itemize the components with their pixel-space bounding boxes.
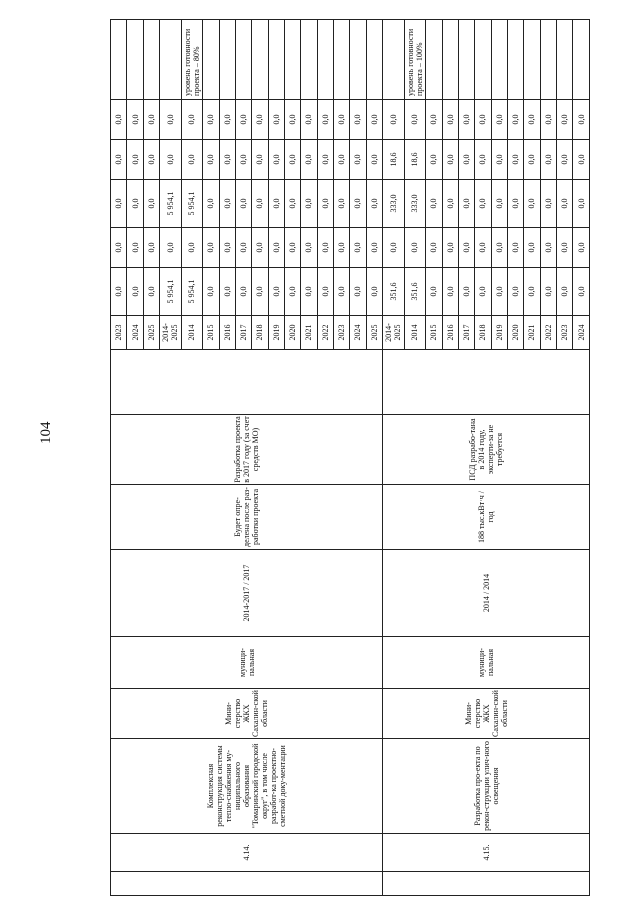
note-cell: [491, 20, 507, 100]
cell-mb: 0,0: [284, 140, 300, 180]
cell-total: 0,0: [366, 268, 382, 316]
page-number: 104: [38, 421, 54, 444]
note-cell: [235, 20, 251, 100]
cell-year: 2019: [268, 316, 284, 350]
cell-ob: 0,0: [556, 180, 572, 228]
cell-total: 0,0: [507, 268, 523, 316]
cell-total: 0,0: [284, 268, 300, 316]
cell-mb: 0,0: [127, 140, 143, 180]
cell-year: 2024: [350, 316, 366, 350]
cell-total: 0,0: [317, 268, 333, 316]
cell-year: 2020: [507, 316, 523, 350]
cell-year: 2015: [426, 316, 442, 350]
cell-vb: 0,0: [160, 100, 182, 140]
cell-mb: 0,0: [556, 140, 572, 180]
note-cell: [475, 20, 491, 100]
cell-fb: 0,0: [507, 228, 523, 268]
cell-year: 2015: [203, 316, 219, 350]
cell-mb: 0,0: [524, 140, 540, 180]
cell-ob: 0,0: [235, 180, 251, 228]
note-cell: [573, 20, 590, 100]
cell-vb: 0,0: [111, 100, 127, 140]
cell-ob: 0,0: [268, 180, 284, 228]
cell-mb: 0,0: [301, 140, 317, 180]
cell-fb: 0,0: [127, 228, 143, 268]
item-status: Разработка проекта в 2017 году (за счет средств МО): [111, 415, 383, 485]
cell-total: 0,0: [556, 268, 572, 316]
cell-fb: 0,0: [458, 228, 474, 268]
cell-vb: 0,0: [507, 100, 523, 140]
cell-ob: 0,0: [458, 180, 474, 228]
cell-year: 2017: [458, 316, 474, 350]
cell-total: 0,0: [252, 268, 268, 316]
cell-ob: 0,0: [252, 180, 268, 228]
cell-total: 5 954,1: [181, 268, 203, 316]
cell-vb: 0,0: [143, 100, 159, 140]
cell-ob: 0,0: [111, 180, 127, 228]
cell-vb: 0,0: [540, 100, 556, 140]
cell-ob: 333,0: [383, 180, 405, 228]
cell-total: 0,0: [219, 268, 235, 316]
cell-total: 351,6: [404, 268, 426, 316]
cell-total: 0,0: [301, 268, 317, 316]
cell-mb: 0,0: [111, 140, 127, 180]
cell-fb: 0,0: [111, 228, 127, 268]
cell-fb: 0,0: [475, 228, 491, 268]
cell-vb: 0,0: [573, 100, 590, 140]
item-ownership: муници-пальная: [383, 637, 590, 689]
item-executor: Мини-стерство ЖКХ Сахалин-ской области: [111, 689, 383, 739]
cell-mb: 0,0: [235, 140, 251, 180]
item-number: 4.15.: [383, 834, 590, 872]
cell-fb: 0,0: [573, 228, 590, 268]
cell-mb: 0,0: [143, 140, 159, 180]
cell-vb: 0,0: [383, 100, 405, 140]
note-cell: [366, 20, 382, 100]
note-cell: [301, 20, 317, 100]
cell-ob: 333,0: [404, 180, 426, 228]
cell-ob: 0,0: [475, 180, 491, 228]
cell-total: 0,0: [458, 268, 474, 316]
cell-vb: 0,0: [268, 100, 284, 140]
blank-cell: [111, 350, 383, 415]
cell-fb: 0,0: [160, 228, 182, 268]
cell-fb: 0,0: [219, 228, 235, 268]
item-period: 2014-2017 / 2017: [111, 550, 383, 637]
cell-year: 2017: [235, 316, 251, 350]
cell-fb: 0,0: [404, 228, 426, 268]
cell-year: 2025: [143, 316, 159, 350]
cell-fb: 0,0: [366, 228, 382, 268]
cell-vb: 0,0: [475, 100, 491, 140]
note-cell: уровень готовности проекта – 100%: [404, 20, 426, 100]
note-cell: [160, 20, 182, 100]
cell-year: 2016: [219, 316, 235, 350]
cell-vb: 0,0: [556, 100, 572, 140]
cell-mb: 0,0: [268, 140, 284, 180]
cell-total: 0,0: [333, 268, 349, 316]
note-cell: [556, 20, 572, 100]
cell-total: 351,6: [383, 268, 405, 316]
rotated-table-wrapper: [110, 20, 590, 896]
note-cell: [317, 20, 333, 100]
note-cell: [143, 20, 159, 100]
cell-ob: 0,0: [573, 180, 590, 228]
cell-vb: 0,0: [426, 100, 442, 140]
item-capacity: 188 тыс.кВт·ч / год: [383, 485, 590, 550]
note-cell: [383, 20, 405, 100]
item-title: Разработка про-екта по рекон-струкции улич-ного освещения: [383, 739, 590, 834]
cell-vb: 0,0: [317, 100, 333, 140]
cell-ob: 5 954,1: [181, 180, 203, 228]
cell-fb: 0,0: [442, 228, 458, 268]
cell-mb: 0,0: [333, 140, 349, 180]
cell-fb: 0,0: [524, 228, 540, 268]
cell-year: 2018: [252, 316, 268, 350]
note-cell: [458, 20, 474, 100]
cell-fb: 0,0: [491, 228, 507, 268]
note-cell: [219, 20, 235, 100]
cell-ob: 0,0: [524, 180, 540, 228]
cell-mb: 0,0: [475, 140, 491, 180]
cell-fb: 0,0: [181, 228, 203, 268]
item-title: Комплексная реконструкция системы тепло-снабжения му-ниципального образования "Томаринский городской округ", в том числе разработ-ка проектно-сметной доку-ментации: [111, 739, 383, 834]
cell-ob: 0,0: [143, 180, 159, 228]
cell-year: 2014: [404, 316, 426, 350]
note-cell: [507, 20, 523, 100]
cell-ob: 0,0: [350, 180, 366, 228]
item-number: 4.14.: [111, 834, 383, 872]
cell-total: 5 954,1: [160, 268, 182, 316]
item-status: ПСД разрабо-тана в 2014 году, эксперти-за не требуется: [383, 415, 590, 485]
cell-year: 2024: [573, 316, 590, 350]
cell-vb: 0,0: [442, 100, 458, 140]
note-cell: [333, 20, 349, 100]
cell-vb: 0,0: [181, 100, 203, 140]
cell-year: 2022: [317, 316, 333, 350]
cell-mb: 0,0: [317, 140, 333, 180]
cell-fb: 0,0: [235, 228, 251, 268]
cell-vb: 0,0: [404, 100, 426, 140]
cell-fb: 0,0: [268, 228, 284, 268]
item-capacity: Будет опре-делена после раз-работки проекта: [111, 485, 383, 550]
cell-mb: 0,0: [573, 140, 590, 180]
note-cell: [111, 20, 127, 100]
cell-ob: 0,0: [491, 180, 507, 228]
cell-vb: 0,0: [301, 100, 317, 140]
cell-fb: 0,0: [350, 228, 366, 268]
cell-ob: 5 954,1: [160, 180, 182, 228]
cell-vb: 0,0: [203, 100, 219, 140]
cell-vb: 0,0: [127, 100, 143, 140]
cell-mb: 0,0: [203, 140, 219, 180]
cell-vb: 0,0: [284, 100, 300, 140]
cell-fb: 0,0: [333, 228, 349, 268]
cell-total: 0,0: [127, 268, 143, 316]
cell-mb: 18,6: [404, 140, 426, 180]
cell-mb: 0,0: [160, 140, 182, 180]
cell-year: 2023: [111, 316, 127, 350]
cell-mb: 0,0: [219, 140, 235, 180]
cell-mb: 0,0: [181, 140, 203, 180]
cell-ob: 0,0: [317, 180, 333, 228]
cell-mb: 0,0: [366, 140, 382, 180]
cell-fb: 0,0: [252, 228, 268, 268]
cell-mb: 0,0: [442, 140, 458, 180]
cell-mb: 0,0: [458, 140, 474, 180]
cell-vb: 0,0: [491, 100, 507, 140]
cell-vb: 0,0: [350, 100, 366, 140]
item-period: 2014 / 2014: [383, 550, 590, 637]
cell-total: 0,0: [573, 268, 590, 316]
note-cell: [524, 20, 540, 100]
cell-vb: 0,0: [524, 100, 540, 140]
cell-mb: 0,0: [540, 140, 556, 180]
note-cell: [442, 20, 458, 100]
cell-vb: 0,0: [366, 100, 382, 140]
cell-total: 0,0: [524, 268, 540, 316]
cell-year: 2018: [475, 316, 491, 350]
cell-vb: 0,0: [219, 100, 235, 140]
note-cell: уровень готовности проекта – 80%: [181, 20, 203, 100]
cell-year: 2024: [127, 316, 143, 350]
cell-ob: 0,0: [442, 180, 458, 228]
cell-mb: 0,0: [507, 140, 523, 180]
cell-year: 2014-2025: [160, 316, 182, 350]
cell-fb: 0,0: [383, 228, 405, 268]
cell-total: 0,0: [491, 268, 507, 316]
cell-ob: 0,0: [301, 180, 317, 228]
cell-fb: 0,0: [143, 228, 159, 268]
cell-total: 0,0: [111, 268, 127, 316]
cell-total: 0,0: [235, 268, 251, 316]
blank-cell: [383, 872, 590, 896]
cell-ob: 0,0: [203, 180, 219, 228]
cell-fb: 0,0: [284, 228, 300, 268]
cell-fb: 0,0: [426, 228, 442, 268]
cell-fb: 0,0: [556, 228, 572, 268]
cell-mb: 0,0: [491, 140, 507, 180]
cell-mb: 0,0: [252, 140, 268, 180]
cell-total: 0,0: [540, 268, 556, 316]
cell-ob: 0,0: [284, 180, 300, 228]
cell-year: 2023: [333, 316, 349, 350]
cell-year: 2021: [524, 316, 540, 350]
note-cell: [350, 20, 366, 100]
cell-total: 0,0: [268, 268, 284, 316]
cell-total: 0,0: [350, 268, 366, 316]
cell-year: 2022: [540, 316, 556, 350]
cell-year: 2020: [284, 316, 300, 350]
cell-ob: 0,0: [540, 180, 556, 228]
table-row: [111, 20, 127, 896]
item-executor: Мини-стерство ЖКХ Сахалин-ской области: [383, 689, 590, 739]
cell-year: 2014-2025: [383, 316, 405, 350]
cell-ob: 0,0: [219, 180, 235, 228]
cell-year: 2021: [301, 316, 317, 350]
cell-vb: 0,0: [333, 100, 349, 140]
cell-mb: 0,0: [426, 140, 442, 180]
cell-ob: 0,0: [426, 180, 442, 228]
program-table: [110, 19, 590, 896]
note-cell: [540, 20, 556, 100]
note-cell: [426, 20, 442, 100]
note-cell: [127, 20, 143, 100]
note-cell: [284, 20, 300, 100]
cell-total: 0,0: [442, 268, 458, 316]
cell-year: 2019: [491, 316, 507, 350]
cell-mb: 18,6: [383, 140, 405, 180]
cell-fb: 0,0: [540, 228, 556, 268]
cell-vb: 0,0: [235, 100, 251, 140]
cell-ob: 0,0: [127, 180, 143, 228]
note-cell: [268, 20, 284, 100]
note-cell: [252, 20, 268, 100]
cell-year: 2016: [442, 316, 458, 350]
note-cell: [203, 20, 219, 100]
cell-total: 0,0: [426, 268, 442, 316]
cell-mb: 0,0: [350, 140, 366, 180]
cell-fb: 0,0: [317, 228, 333, 268]
cell-total: 0,0: [143, 268, 159, 316]
cell-total: 0,0: [203, 268, 219, 316]
cell-total: 0,0: [475, 268, 491, 316]
cell-year: 2025: [366, 316, 382, 350]
table-body: [111, 20, 590, 896]
cell-fb: 0,0: [301, 228, 317, 268]
cell-year: 2023: [556, 316, 572, 350]
cell-fb: 0,0: [203, 228, 219, 268]
table-row: [383, 20, 405, 896]
cell-vb: 0,0: [252, 100, 268, 140]
blank-cell: [383, 350, 590, 415]
cell-ob: 0,0: [507, 180, 523, 228]
cell-ob: 0,0: [333, 180, 349, 228]
cell-ob: 0,0: [366, 180, 382, 228]
cell-year: 2014: [181, 316, 203, 350]
cell-vb: 0,0: [458, 100, 474, 140]
blank-cell: [111, 872, 383, 896]
item-ownership: муници-пальная: [111, 637, 383, 689]
